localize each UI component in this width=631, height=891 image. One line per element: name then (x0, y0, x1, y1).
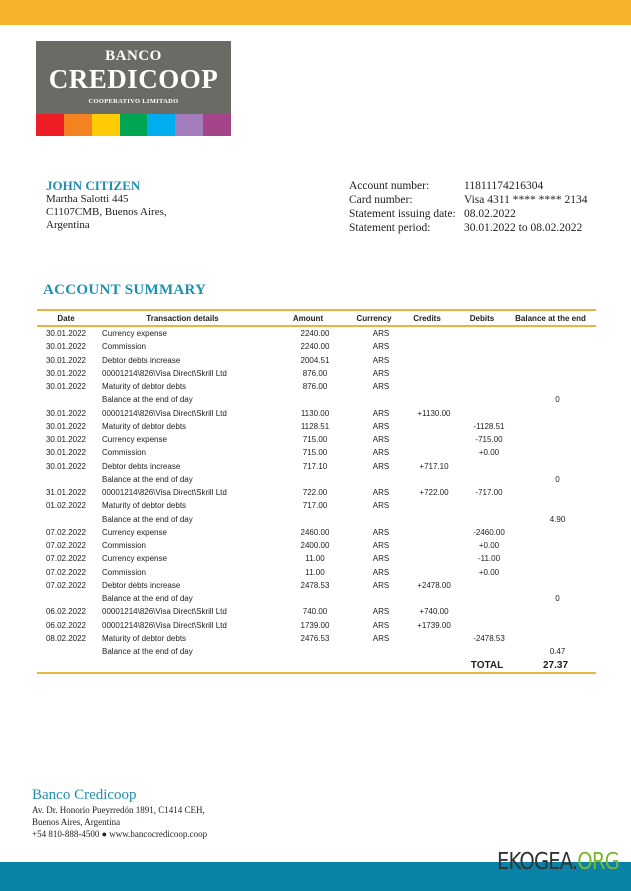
logo-stripe (147, 114, 175, 136)
cell-date: 07.02.2022 (45, 580, 87, 590)
table-row (37, 513, 596, 526)
cell-currency: ARS (372, 567, 390, 577)
cell-date: 30.01.2022 (45, 368, 87, 378)
table-row (37, 552, 596, 565)
cell-amount: 2004.51 (300, 355, 330, 365)
cell-details: Currency expense (102, 527, 167, 537)
cell-currency: ARS (372, 342, 390, 352)
cell-details: Debtor debts increase (102, 355, 181, 365)
table-row (37, 645, 596, 658)
cell-date: 06.02.2022 (45, 620, 87, 630)
cell-details: Commission (102, 342, 147, 352)
label: Card number: (349, 194, 413, 206)
cell-date: 30.01.2022 (45, 342, 87, 352)
header-amount: Amount (292, 313, 324, 323)
cell-debits: +0.00 (478, 448, 500, 458)
header-debits: Debits (469, 313, 495, 323)
cell-amount: 2460.00 (300, 527, 330, 537)
table-row (37, 486, 596, 499)
table-row (37, 380, 596, 393)
cell-currency: ARS (372, 620, 390, 630)
value: 11811174216304 (464, 180, 544, 192)
cell-amount: 717.00 (302, 501, 328, 511)
cell-amount: 2240.00 (300, 342, 330, 352)
cell-amount: 11.00 (305, 554, 325, 564)
cell-date: 07.02.2022 (45, 567, 87, 577)
watermark-part1: EKOGEA. (497, 849, 578, 875)
cell-details: 00001214\826\Visa Direct\Skrill Ltd (102, 408, 227, 418)
cell-balance: 0 (555, 395, 560, 405)
cell-date: 31.01.2022 (45, 488, 87, 498)
total-value: 27.37 (542, 659, 569, 671)
cell-details: Commission (102, 541, 147, 551)
cell-details: Balance at the end of day (102, 395, 193, 405)
cell-balance: 0.47 (549, 647, 566, 657)
cell-currency: ARS (372, 421, 390, 431)
cell-details: Debtor debts increase (102, 461, 181, 471)
label: Statement issuing date: (349, 208, 456, 220)
cell-currency: ARS (372, 501, 390, 511)
cell-details: Balance at the end of day (102, 594, 193, 604)
cell-debits: -11.00 (477, 554, 501, 564)
cell-details: Maturity of debtor debts (102, 382, 187, 392)
value: Visa 4311 **** **** 2134 (464, 194, 588, 206)
cell-amount: 740.00 (302, 607, 328, 617)
logo-stripe (64, 114, 92, 136)
logo-stripe (120, 114, 148, 136)
address-line: Martha Salotti 445 (46, 193, 129, 205)
cell-amount: 1739.00 (300, 620, 330, 630)
transactions-table (37, 309, 596, 674)
table-row (37, 420, 596, 433)
label: Account number: (349, 180, 430, 192)
cell-date: 30.01.2022 (45, 329, 87, 339)
header-date: Date (57, 313, 75, 323)
logo-stripe (203, 114, 231, 136)
logo-line2: CREDICOOP (48, 64, 219, 94)
table-row (37, 340, 596, 353)
cell-currency: ARS (372, 368, 390, 378)
total-label: TOTAL (470, 659, 504, 671)
header-details: Transaction details (146, 313, 219, 323)
cell-debits: -2460.00 (473, 527, 505, 537)
logo-stripe (36, 114, 64, 136)
logo-line1: BANCO (105, 48, 162, 64)
logo-stripe (92, 114, 120, 136)
table-row (37, 605, 596, 618)
cell-details: Balance at the end of day (102, 514, 193, 524)
cell-credits: +740.00 (419, 607, 449, 617)
cell-date: 30.01.2022 (45, 355, 87, 365)
cell-currency: ARS (372, 461, 390, 471)
logo-stripe (175, 114, 203, 136)
cell-amount: 876.00 (302, 368, 328, 378)
table-row (37, 592, 596, 605)
watermark-part2: ORG (577, 849, 619, 875)
bank-logo (36, 41, 231, 136)
table-body (37, 327, 596, 658)
table-row (37, 407, 596, 420)
footer-line: Av. Dr. Honorio Pueyrredón 1891, C1414 CEH, (32, 805, 205, 815)
cell-amount: 2400.00 (300, 541, 330, 551)
table-row (37, 367, 596, 380)
cell-date: 07.02.2022 (45, 541, 87, 551)
cell-details: Maturity of debtor debts (102, 633, 187, 643)
table-row (37, 354, 596, 367)
cell-currency: ARS (372, 408, 390, 418)
footer-line: +54 810-888-4500 ● www.bancocredicoop.coop (32, 829, 208, 839)
account-number-row (349, 179, 587, 193)
cell-details: Balance at the end of day (102, 647, 193, 657)
cell-debits: -1128.51 (473, 421, 505, 431)
header-currency: Currency (356, 313, 392, 323)
table-row (37, 460, 596, 473)
cell-date: 30.01.2022 (45, 408, 87, 418)
table-row (37, 539, 596, 552)
address-line: C1107CMB, Buenos Aires, (46, 206, 167, 218)
cell-date: 30.01.2022 (45, 435, 87, 445)
cell-amount: 1130.00 (300, 408, 330, 418)
cell-details: Balance at the end of day (102, 474, 193, 484)
cell-date: 01.02.2022 (45, 501, 87, 511)
cell-currency: ARS (372, 448, 390, 458)
cell-credits: +717.10 (419, 461, 449, 471)
cell-date: 07.02.2022 (45, 554, 87, 564)
cell-currency: ARS (372, 527, 390, 537)
footer (32, 786, 207, 840)
table-header (37, 309, 596, 327)
logo-stripes (36, 114, 231, 136)
cell-amount: 876.00 (302, 382, 328, 392)
cell-currency: ARS (372, 488, 390, 498)
header-credits: Credits (413, 313, 441, 323)
watermark (497, 849, 619, 875)
account-summary-title: ACCOUNT SUMMARY (43, 282, 207, 298)
address-line: Argentina (46, 219, 90, 231)
table-row (37, 499, 596, 512)
logo-line3: COOPERATIVO LIMITADO (88, 98, 179, 105)
cell-details: Currency expense (102, 435, 167, 445)
cell-amount: 722.00 (302, 488, 328, 498)
cell-currency: ARS (372, 355, 390, 365)
header-balance: Balance at the end (515, 313, 586, 323)
cell-details: 00001214\826\Visa Direct\Skrill Ltd (102, 488, 227, 498)
cell-amount: 2478.53 (300, 580, 330, 590)
cell-debits: -715.00 (475, 435, 503, 445)
table-row (37, 473, 596, 486)
cell-amount: 11.00 (305, 567, 325, 577)
cell-date: 30.01.2022 (45, 382, 87, 392)
cell-details: Commission (102, 448, 147, 458)
footer-line: Buenos Aires, Argentina (32, 817, 121, 827)
cell-currency: ARS (372, 580, 390, 590)
cell-details: Debtor debts increase (102, 580, 181, 590)
cell-currency: ARS (372, 382, 390, 392)
table-row (37, 566, 596, 579)
cell-debits: +0.00 (478, 541, 500, 551)
cell-balance: 0 (555, 474, 560, 484)
table-row (37, 632, 596, 645)
cell-debits: -717.00 (475, 488, 503, 498)
cell-details: Currency expense (102, 554, 167, 564)
cell-amount: 2240.00 (300, 329, 330, 339)
table-row (37, 619, 596, 632)
cell-amount: 1128.51 (300, 421, 330, 431)
cell-credits: +1130.00 (417, 408, 451, 418)
cell-date: 08.02.2022 (45, 633, 87, 643)
value: 08.02.2022 (464, 208, 516, 220)
table-row (37, 433, 596, 446)
cell-debits: -2478.53 (473, 633, 505, 643)
cell-details: 00001214\826\Visa Direct\Skrill Ltd (102, 368, 227, 378)
footer-bank-name: Banco Credicoop (32, 787, 137, 803)
table-row (37, 393, 596, 406)
cell-details: Maturity of debtor debts (102, 501, 187, 511)
cell-amount: 717.10 (302, 461, 328, 471)
cell-currency: ARS (372, 541, 390, 551)
cell-currency: ARS (372, 554, 390, 564)
value: 30.01.2022 to 08.02.2022 (464, 222, 583, 234)
cell-currency: ARS (372, 435, 390, 445)
top-color-bar (0, 0, 631, 25)
cell-amount: 2476.53 (300, 633, 330, 643)
customer-block (46, 178, 167, 232)
cell-balance: 4.90 (549, 514, 566, 524)
cell-details: 00001214\826\Visa Direct\Skrill Ltd (102, 607, 227, 617)
table-row (37, 579, 596, 592)
cell-credits: +722.00 (419, 488, 449, 498)
card-number-row (349, 193, 587, 207)
table-row (37, 327, 596, 340)
cell-currency: ARS (372, 329, 390, 339)
cell-date: 30.01.2022 (45, 421, 87, 431)
cell-details: Currency expense (102, 329, 167, 339)
table-row (37, 526, 596, 539)
cell-credits: +2478.00 (417, 580, 451, 590)
issuing-date-row (349, 207, 587, 221)
cell-amount: 715.00 (302, 448, 328, 458)
cell-date: 30.01.2022 (45, 448, 87, 458)
cell-details: Maturity of debtor debts (102, 421, 187, 431)
cell-details: 00001214\826\Visa Direct\Skrill Ltd (102, 620, 227, 630)
statement-period-row (349, 221, 587, 235)
cell-currency: ARS (372, 607, 390, 617)
table-row (37, 446, 596, 459)
cell-date: 07.02.2022 (45, 527, 87, 537)
cell-currency: ARS (372, 633, 390, 643)
cell-balance: 0 (555, 594, 560, 604)
total-row (37, 658, 596, 674)
cell-date: 30.01.2022 (45, 461, 87, 471)
cell-date: 06.02.2022 (45, 607, 87, 617)
cell-details: Commission (102, 567, 147, 577)
customer-name: JOHN CITIZEN (46, 178, 141, 193)
cell-amount: 715.00 (302, 435, 328, 445)
cell-debits: +0.00 (478, 567, 500, 577)
label: Statement period: (349, 222, 431, 234)
cell-credits: +1739.00 (417, 620, 451, 630)
account-details (349, 179, 587, 235)
